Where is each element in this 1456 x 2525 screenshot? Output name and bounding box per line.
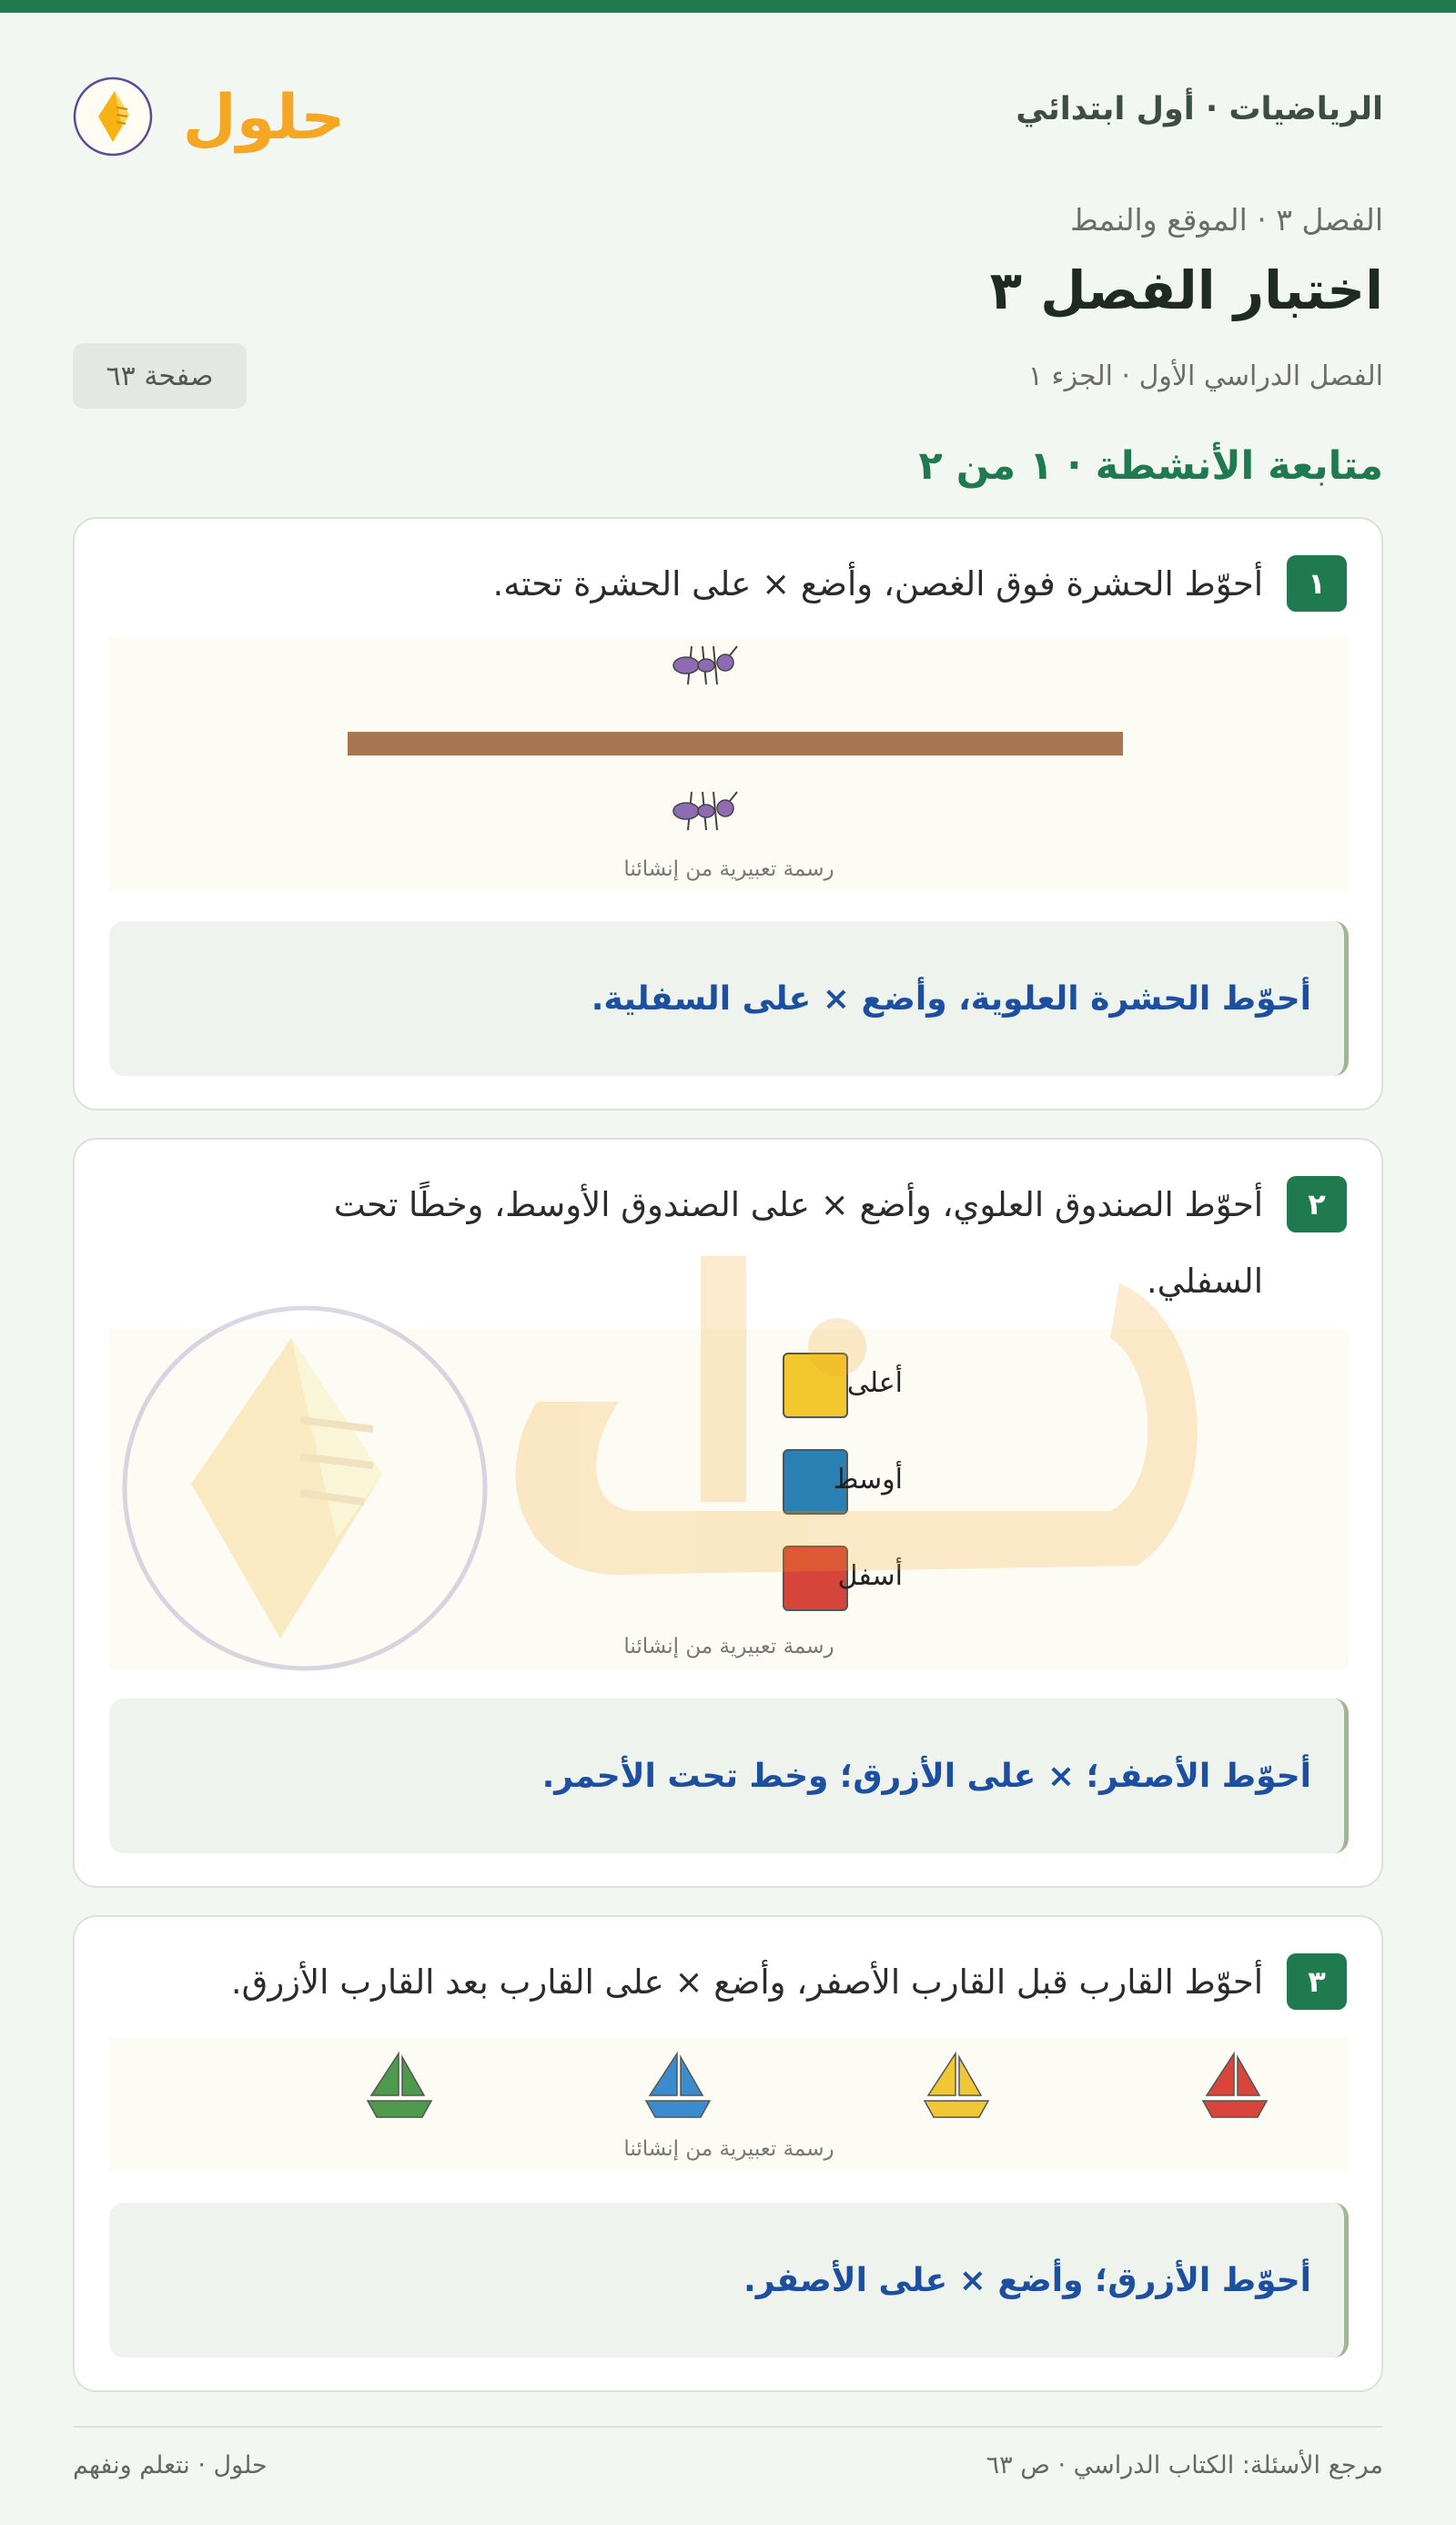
answer-text: أحوّط الأصفر؛ × على الأزرق؛ وخط تحت الأحمر.: [541, 1757, 1311, 1795]
answer-box: [109, 1699, 1349, 1853]
box-top: [783, 1353, 848, 1418]
chapter-label: الفصل ٣ · الموقع والنمط: [1070, 202, 1383, 238]
page-number-badge: صفحة ٦٣: [73, 343, 247, 409]
question-text: أحوّط الحشرة فوق الغصن، وأضع × على الحشرة تحته.: [492, 564, 1263, 603]
subject-label: الرياضيات · أول ابتدائي: [1016, 91, 1383, 127]
boat-blue-icon: [646, 2053, 710, 2117]
logo-text: حلول: [182, 82, 346, 154]
top-accent-bar: [0, 0, 1456, 13]
illustration-stacked-boxes: [109, 1329, 1349, 1669]
question-text-line-2: السفلي.: [1146, 1262, 1263, 1301]
header: [73, 64, 1383, 164]
question-card-2: [73, 1138, 1383, 1888]
question-number: ٢: [1287, 1176, 1347, 1232]
ant-top-icon: [673, 646, 737, 684]
illustration-branch-ants: [109, 637, 1349, 892]
answer-text: أحوّط الأزرق؛ وأضع × على الأصفر.: [743, 2261, 1311, 2299]
question-number: ٣: [1287, 1953, 1347, 2010]
answer-box: [109, 921, 1349, 1076]
illustration-caption: رسمة تعبيرية من إنشائنا: [623, 857, 834, 881]
footer-reference: مرجع الأسئلة: الكتاب الدراسي · ص ٦٣: [986, 2451, 1383, 2479]
box-bottom-label: أسفل: [837, 1560, 903, 1592]
term-label: الفصل الدراسي الأول · الجزء ١: [1027, 360, 1383, 392]
page-title: اختبار الفصل ٣: [989, 259, 1383, 321]
illustration-caption: رسمة تعبيرية من إنشائنا: [623, 2137, 834, 2161]
boat-green-icon: [368, 2053, 431, 2117]
question-number: ١: [1287, 555, 1347, 612]
boat-red-icon: [1203, 2053, 1267, 2117]
site-logo[interactable]: [73, 64, 346, 164]
footer-divider: [73, 2426, 1383, 2428]
illustration-boats: [109, 2037, 1349, 2172]
question-card-1: [73, 517, 1383, 1110]
branch-shape: [348, 732, 1123, 755]
box-middle-label: أوسط: [833, 1464, 903, 1496]
question-text-line-1: أحوّط الصندوق العلوي، وأضع × على الصندوق الأوسط، وخطًا تحت: [333, 1185, 1263, 1224]
ant-bottom-icon: [673, 792, 737, 830]
question-card-3: [73, 1915, 1383, 2392]
box-top-label: أعلى: [846, 1367, 903, 1399]
section-title: متابعة الأنشطة · ١ من ٢: [918, 443, 1383, 489]
footer-tagline: حلول · نتعلم ونفهم: [73, 2451, 268, 2479]
question-text: أحوّط القارب قبل القارب الأصفر، وأضع × على القارب بعد القارب الأزرق.: [230, 1962, 1263, 2002]
boat-yellow-icon: [925, 2053, 988, 2117]
answer-box: [109, 2203, 1349, 2358]
illustration-caption: رسمة تعبيرية من إنشائنا: [623, 1635, 834, 1658]
answer-text: أحوّط الحشرة العلوية، وأضع × على السفلية.: [591, 979, 1311, 1018]
